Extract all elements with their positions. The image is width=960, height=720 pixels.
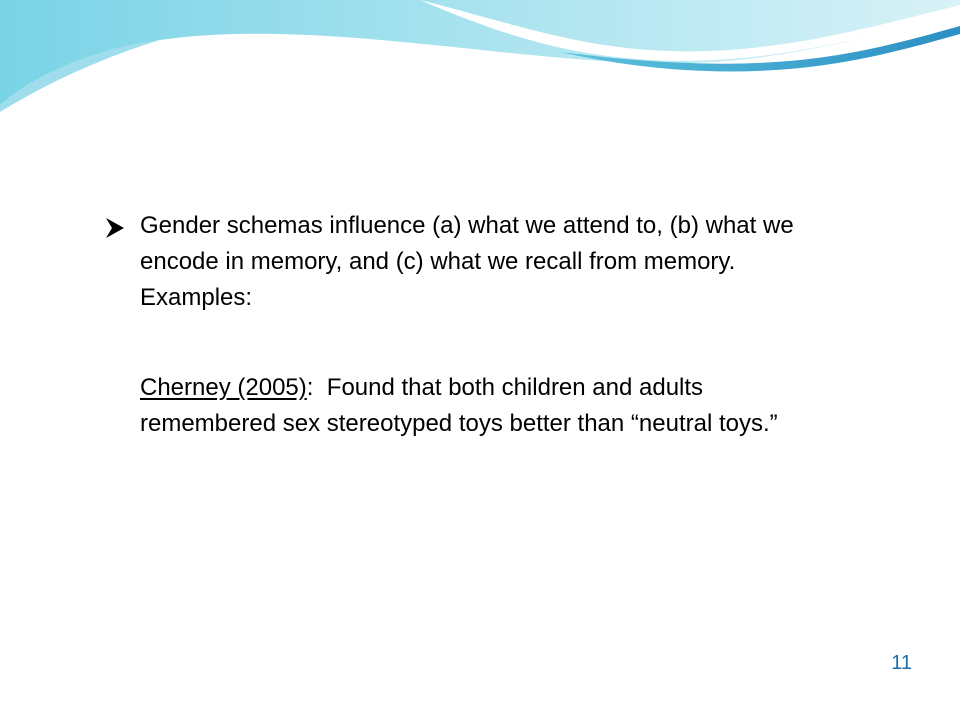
example-paragraph: [140, 370, 840, 442]
citation: Cherney (2005): [140, 374, 307, 401]
citation-separator: :: [306, 374, 327, 401]
bullet-text: Gender schemas influence (a) what we attend to, (b) what we encode in memory, and (c) what we recall from memory. Examples:: [140, 212, 794, 311]
header-wave-decoration: [0, 0, 960, 120]
wave-fill: [0, 0, 960, 105]
page-number: 11: [891, 652, 912, 674]
arrow-bullet-icon: [104, 216, 126, 240]
example-finding: Found that both children and adults remembered sex stereotyped toys better than “neutral toys.”: [140, 374, 778, 437]
